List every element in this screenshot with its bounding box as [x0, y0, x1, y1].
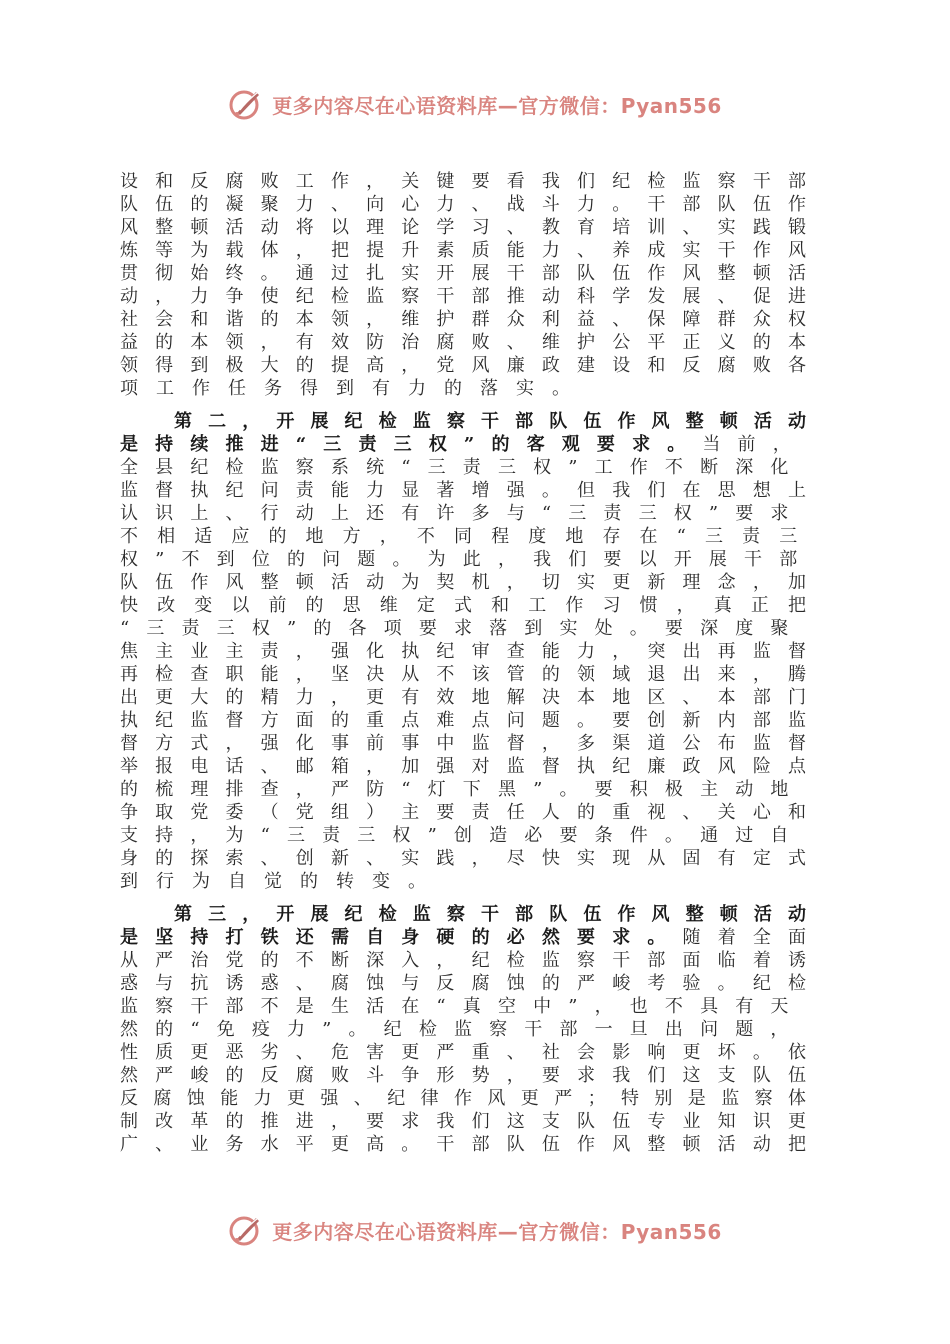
body-text: 然的“免疫力”。纪检监察干部一旦出问题，: [120, 1019, 806, 1040]
text-line: [120, 548, 815, 571]
text-line: [120, 926, 824, 949]
text-line: [120, 193, 824, 216]
paragraph-gap: [120, 400, 806, 410]
body-text: 项工作任务得到有力的落实。: [120, 378, 588, 399]
body-text: 惑与抗诱惑、腐蚀与反腐蚀的严峻考验。纪检: [120, 973, 824, 994]
body-text: 支持，为“三责三权”创造必要条件。通过自: [120, 825, 806, 846]
body-text: 监督执纪问责能力显著增强。但我们在思想上: [120, 480, 824, 501]
body-text: 性质更恶劣、危害更严重、社会影响更坏。依: [120, 1042, 824, 1063]
text-line: [120, 1064, 824, 1087]
text-line: [120, 456, 806, 479]
text-line: [120, 433, 806, 456]
body-text: 广、业务水平更高。干部队伍作风整顿活动把: [120, 1134, 824, 1155]
watermark-text: 更多内容尽在心语资料库—官方微信：Pyan556: [272, 1219, 722, 1244]
text-line: [120, 216, 824, 239]
text-line: [120, 308, 824, 331]
body-text: 领得到极大的提高，党风廉政建设和反腐败各: [120, 355, 824, 376]
text-line: [120, 410, 823, 433]
text-line: [120, 170, 824, 193]
text-line: [120, 686, 824, 709]
header-watermark: [0, 84, 950, 124]
body-text: 督方式，强化事前事中监督，多渠道公布监督: [120, 733, 824, 754]
footer-watermark: [0, 1210, 950, 1250]
text-line: [120, 594, 826, 617]
body-text: 然严峻的反腐败斗争形势，要求我们这支队伍: [120, 1065, 824, 1086]
text-line: [120, 847, 824, 870]
quill-seal-logo: [228, 86, 264, 122]
body-text: 焦主业主责，强化执纪审查能力，突出再监督: [120, 641, 824, 662]
body-text: 全县纪检监察系统“三责三权”工作不断深化: [120, 457, 806, 478]
paragraph: [120, 410, 826, 893]
body-text: 炼等为载体，把提升素质能力、养成实干作风: [120, 240, 824, 261]
text-line: [120, 709, 824, 732]
body-text: 从严治党的不断深入，纪检监察干部面临着诱: [120, 950, 824, 971]
body-text: 设和反腐败工作，关键要看我们纪检监察干部: [120, 171, 824, 192]
body-text: 益的本领，有效防治腐败、维护公平正义的本: [120, 332, 824, 353]
text-line: [120, 640, 824, 663]
text-line: [120, 377, 806, 400]
body-text: 执纪监督方面的重点难点问题。要创新内部监: [120, 710, 824, 731]
text-line: [120, 1041, 824, 1064]
text-line: [120, 949, 824, 972]
body-text: 出更大的精力，更有效地解决本地区、本部门: [120, 687, 824, 708]
text-line: [120, 732, 824, 755]
text-line: [120, 778, 806, 801]
body-text: 动，力争使纪检监察干部推动科学发展、促进: [120, 286, 824, 307]
body-text: 贯彻始终。通过扎实开展干部队伍作风整顿活: [120, 263, 824, 284]
text-line: [120, 801, 824, 824]
text-line: [120, 331, 824, 354]
text-line: [120, 903, 823, 926]
paragraph-gap: [120, 893, 806, 903]
bold-heading-text: 第三，开展纪检监察干部队伍作风整顿活动: [174, 904, 823, 925]
body-text: 随着全面: [682, 927, 824, 948]
text-line: [120, 1018, 806, 1041]
body-text: 快改变以前的思维定式和工作习惯，真正把: [120, 595, 826, 616]
body-text: 身的探索、创新、实践，尽快实现从固有定式: [120, 848, 824, 869]
body-text: 权”不到位的问题。为此，我们要以开展干部: [120, 549, 815, 570]
text-line: [120, 525, 817, 548]
text-line: [120, 972, 824, 995]
text-line: [120, 479, 824, 502]
body-text: 监察干部不是生活在“真空中”，也不具有天: [120, 996, 806, 1017]
body-text: “三责三权”的各项要求落到实处。要深度聚: [120, 618, 806, 639]
text-line: [120, 1087, 822, 1110]
body-text: 到行为自觉的转变。: [120, 871, 444, 892]
quill-seal-logo: [228, 1212, 264, 1248]
watermark-text: 更多内容尽在心语资料库—官方微信：Pyan556: [272, 93, 722, 118]
text-line: [120, 502, 806, 525]
text-line: [120, 663, 824, 686]
body-text: 再检查职能，坚决从不该管的领域退出来，腾: [120, 664, 824, 685]
text-line: [120, 870, 806, 893]
text-line: [120, 824, 806, 847]
body-text: 社会和谐的本领，维护群众利益、保障群众权: [120, 309, 824, 330]
text-line: [120, 755, 824, 778]
body-text: 队伍的凝聚力、向心力、战斗力。干部队伍作: [120, 194, 824, 215]
text-line: [120, 1133, 824, 1156]
text-line: [120, 262, 824, 285]
body-text: 反腐蚀能力更强、纪律作风更严；特别是监察体: [120, 1088, 822, 1109]
body-text: 不相适应的地方，不同程度地存在“三责三: [120, 526, 817, 547]
bold-heading-text: 第二，开展纪检监察干部队伍作风整顿活动: [174, 411, 823, 432]
bold-heading-text: 是持续推进“三责三权”的客观要求。: [120, 434, 703, 455]
paragraph: [120, 170, 824, 400]
body-text: 认识上、行动上还有许多与“三责三权”要求: [120, 503, 806, 524]
paragraph: [120, 903, 824, 1156]
text-line: [120, 239, 824, 262]
body-text: 举报电话、邮箱，加强对监督执纪廉政风险点: [120, 756, 824, 777]
document-body: [120, 170, 826, 1156]
bold-heading-text: 是坚持打铁还需自身硬的必然要求。: [120, 927, 683, 948]
body-text: 队伍作风整顿活动为契机，切实更新理念，加: [120, 572, 824, 593]
text-line: [120, 354, 824, 377]
text-line: [120, 571, 824, 594]
body-text: 的梳理排查，严防“灯下黑”。要积极主动地: [120, 779, 806, 800]
text-line: [120, 285, 824, 308]
text-line: [120, 995, 806, 1018]
text-line: [120, 1110, 824, 1133]
body-text: 当前，: [702, 434, 808, 455]
body-text: 制改革的推进，要求我们这支队伍专业知识更: [120, 1111, 824, 1132]
body-text: 争取党委（党组）主要责任人的重视、关心和: [120, 802, 824, 823]
body-text: 风整顿活动将以理论学习、教育培训、实践锻: [120, 217, 824, 238]
text-line: [120, 617, 806, 640]
